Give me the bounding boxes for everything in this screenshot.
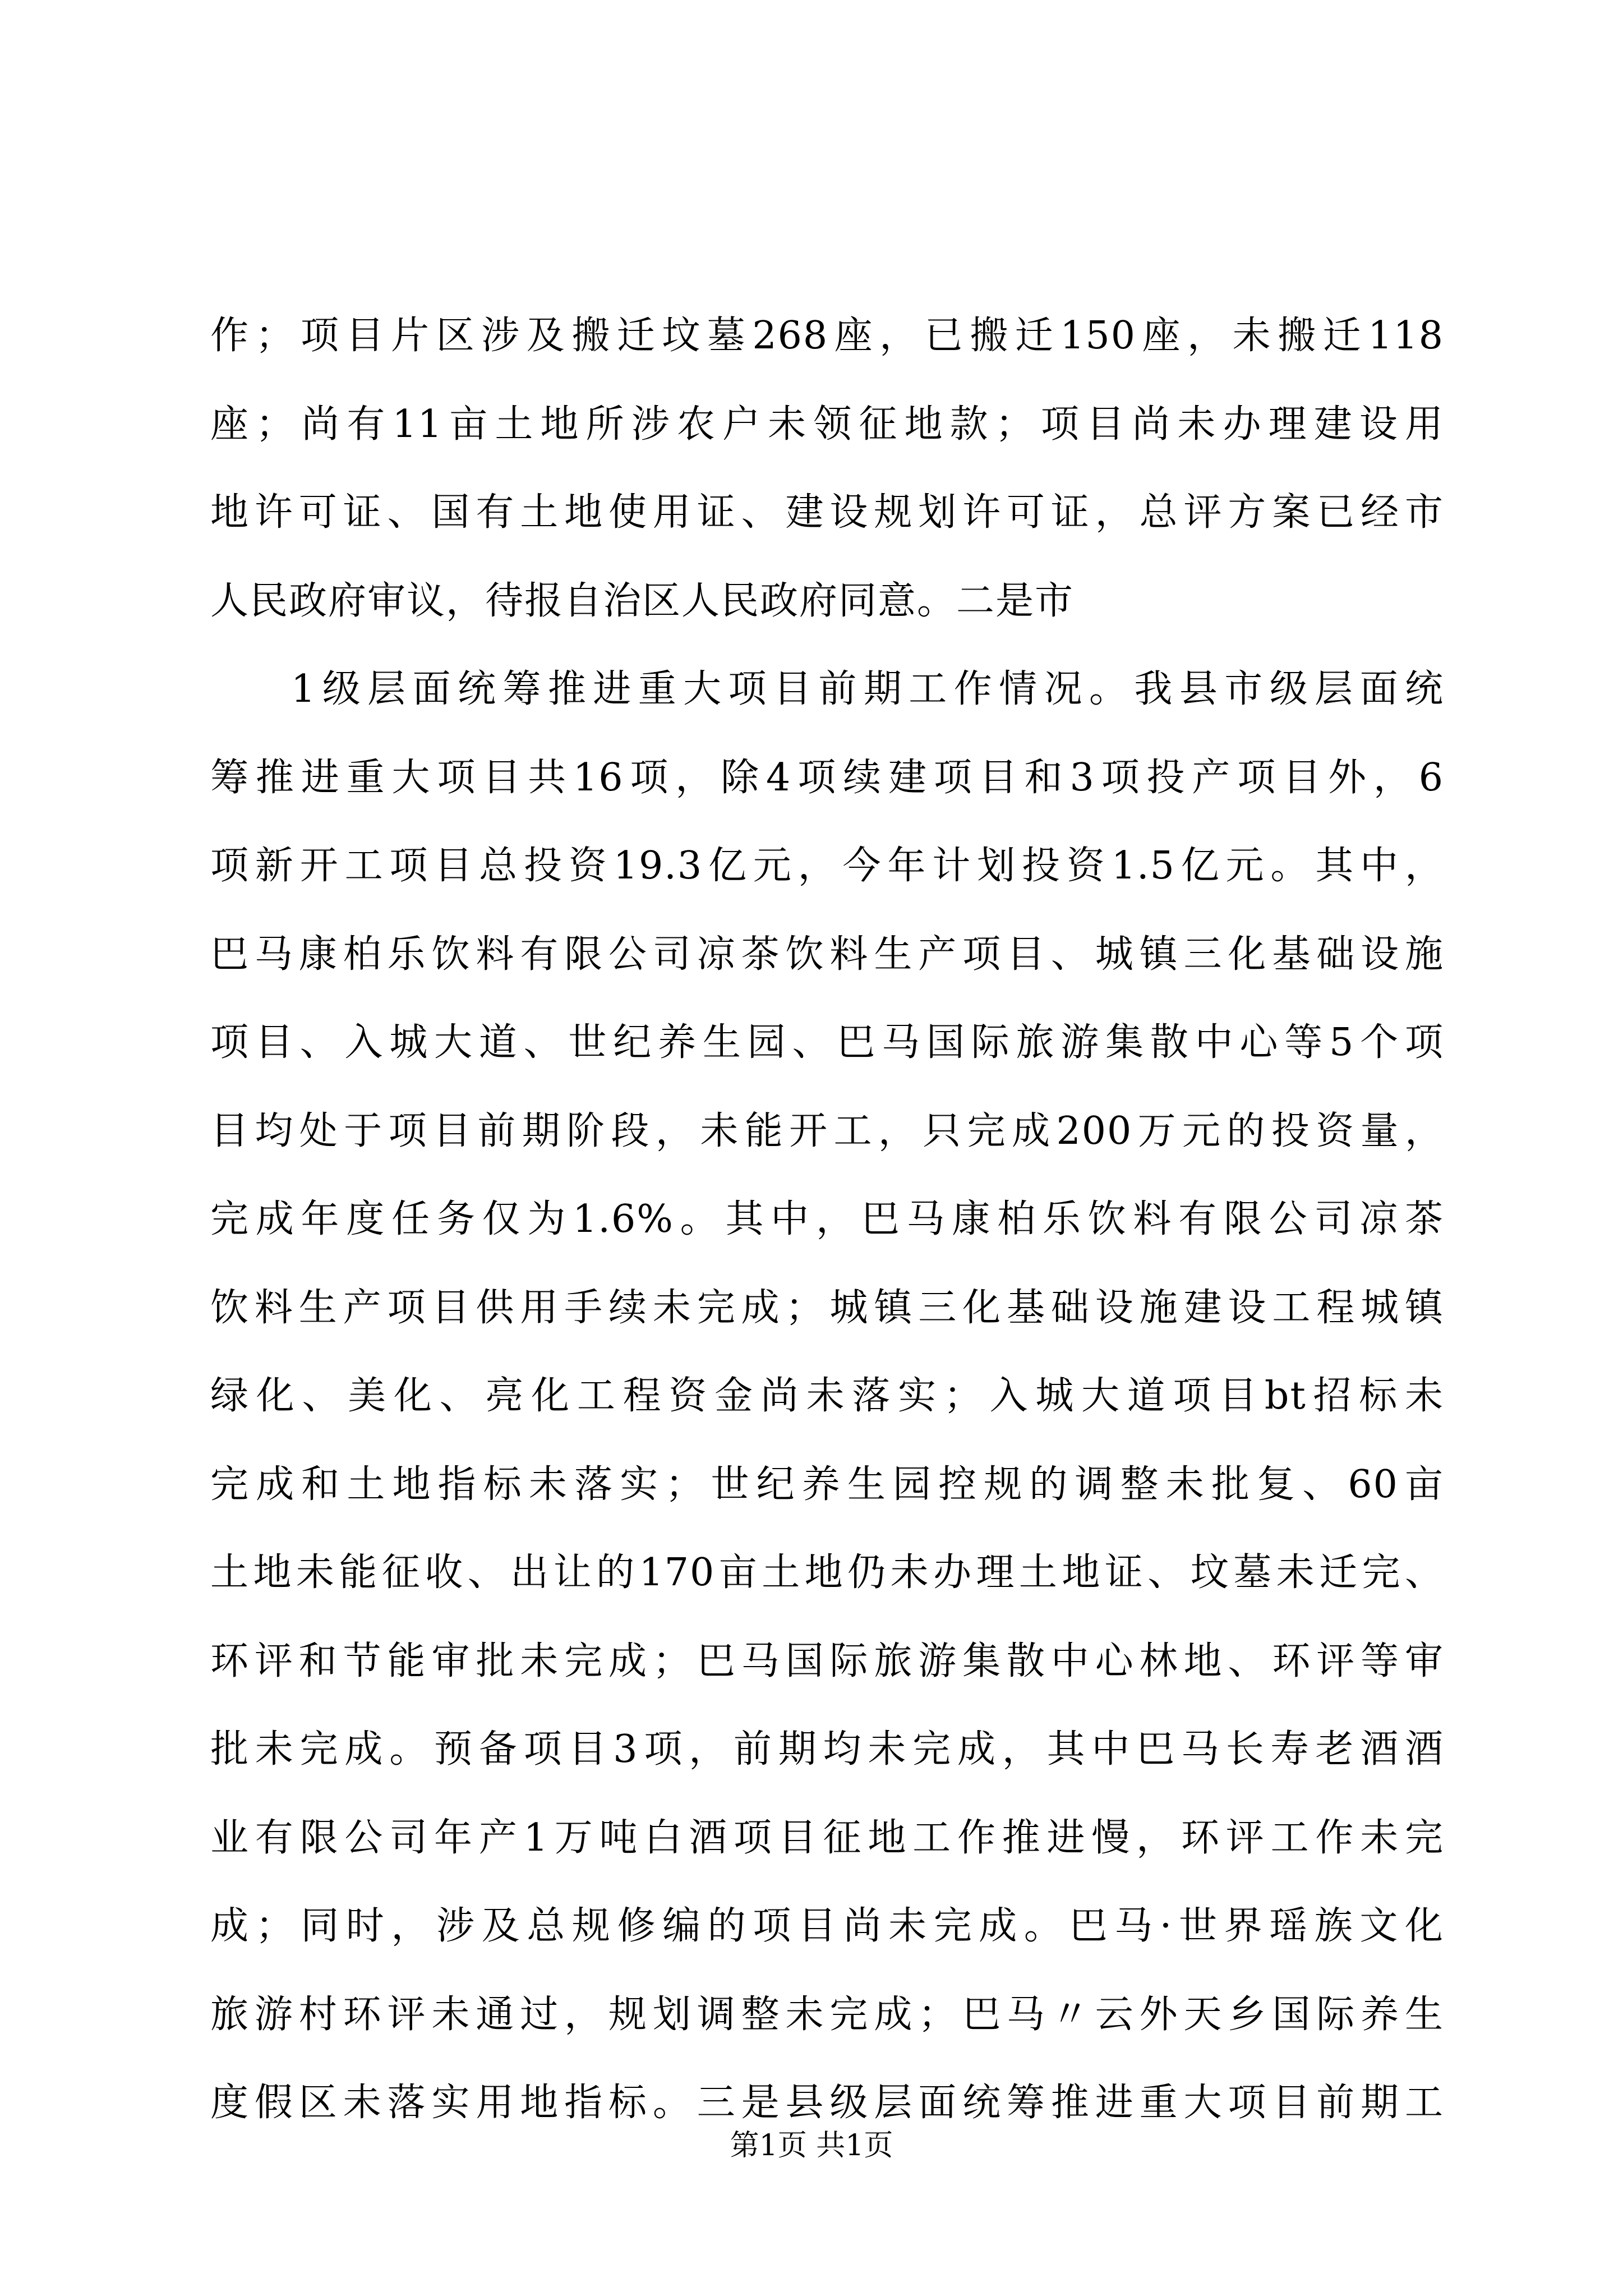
text-line: 业有限公司年产1万吨白酒项目征地工作推进慢，环评工作未完 (210, 1815, 1444, 1860)
text-line: 巴马康柏乐饮料有限公司凉茶饮料生产项目、城镇三化基础设施 (210, 932, 1444, 977)
paragraph-2 (210, 645, 1444, 2147)
page-number: 第1页 共1页 (730, 2129, 893, 2162)
body-text (210, 292, 1444, 2147)
text-line: 旅游村环评未通过，规划调整未完成；巴马〃云外天乡国际养生 (210, 1992, 1444, 2037)
text-line: 1级层面统筹推进重大项目前期工作情况。我县市级层面统 (291, 667, 1444, 711)
text-line: 土地未能征收、出让的170亩土地仍未办理土地证、坟墓未迁完、 (210, 1550, 1444, 1595)
text-line: 座；尚有11亩土地所涉农户未领征地款；项目尚未办理建设用 (210, 402, 1444, 447)
text-line: 环评和节能审批未完成；巴马国际旅游集散中心林地、环评等审 (210, 1639, 1444, 1683)
text-line: 完成年度任务仅为1.6%。其中，巴马康柏乐饮料有限公司凉茶 (210, 1197, 1444, 1241)
text-line: 成；同时，涉及总规修编的项目尚未完成。巴马·世界瑶族文化 (210, 1904, 1444, 1948)
text-line: 作；项目片区涉及搬迁坟墓268座，已搬迁150座，未搬迁118 (210, 314, 1444, 358)
text-line: 绿化、美化、亮化工程资金尚未落实；入城大道项目bt招标未 (210, 1374, 1444, 1418)
text-line: 目均处于项目前期阶段，未能开工，只完成200万元的投资量， (210, 1108, 1444, 1153)
text-line: 度假区未落实用地指标。三是县级层面统筹推进重大项目前期工 (210, 2081, 1444, 2125)
text-line: 地许可证、国有土地使用证、建设规划许可证，总评方案已经市 (210, 490, 1444, 535)
text-line: 批未完成。预备项目3项，前期均未完成，其中巴马长寿老酒酒 (210, 1727, 1444, 1772)
text-line: 项新开工项目总投资19.3亿元，今年计划投资1.5亿元。其中， (210, 844, 1444, 888)
text-line: 人民政府审议，待报自治区人民政府同意。二是市 (210, 578, 1075, 623)
text-line: 饮料生产项目供用手续未完成；城镇三化基础设施建设工程城镇 (210, 1285, 1444, 1330)
page-footer (0, 2126, 1623, 2165)
text-line: 项目、入城大道、世纪养生园、巴马国际旅游集散中心等5个项 (210, 1020, 1444, 1065)
text-line: 筹推进重大项目共16项，除4项续建项目和3项投产项目外，6 (210, 755, 1444, 800)
paragraph-1 (210, 292, 1444, 645)
text-line: 完成和土地指标未落实；世纪养生园控规的调整未批复、60亩 (210, 1462, 1444, 1507)
